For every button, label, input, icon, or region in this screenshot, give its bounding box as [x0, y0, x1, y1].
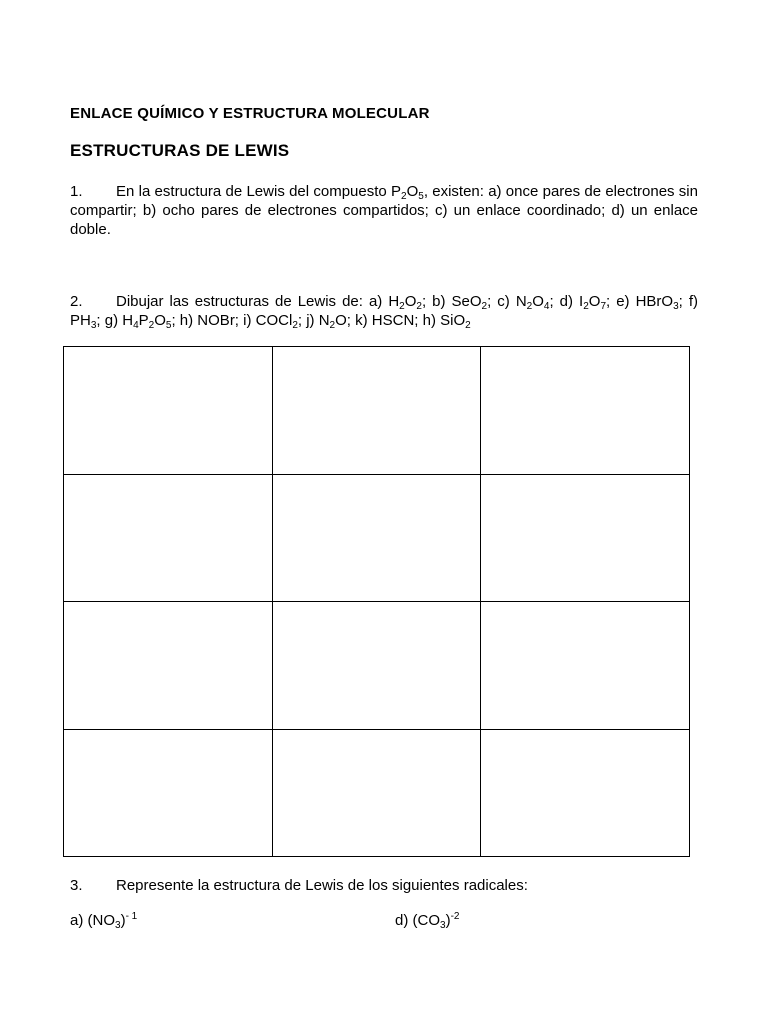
subscript: 5 — [165, 320, 172, 331]
radical-text: d) (CO — [395, 912, 440, 929]
subscript: 7 — [600, 301, 606, 312]
question-number: 3. — [70, 877, 83, 894]
question-1 — [70, 182, 698, 239]
superscript: - 1 — [125, 911, 138, 922]
answer-cell[interactable] — [272, 474, 481, 602]
answer-grid — [63, 346, 690, 857]
question-text: ; g) H — [96, 312, 134, 329]
grid-row — [64, 474, 690, 602]
radical-a — [70, 912, 137, 929]
answer-cell[interactable] — [64, 602, 273, 730]
question-text: O — [154, 312, 166, 329]
question-text: , existen: a) once pares de electrones sin compartir; b) ocho pares de electrones compartidos; c) un enlace coordinado; d) un enlace doble. — [70, 183, 698, 238]
question-text: ; b) SeO — [421, 293, 482, 310]
subscript: 2 — [481, 301, 488, 312]
answer-cell[interactable] — [272, 729, 481, 857]
subscript: 3 — [440, 920, 446, 931]
subscript: 2 — [401, 191, 407, 202]
grid-row — [64, 347, 690, 475]
subscript: 2 — [399, 301, 405, 312]
subscript: 3 — [115, 920, 121, 931]
subscript: 2 — [465, 320, 471, 331]
question-2 — [70, 292, 698, 330]
answer-cell[interactable] — [272, 347, 481, 475]
question-text: O — [406, 183, 419, 200]
question-text: O; k) HSCN; h) SiO — [335, 312, 466, 329]
answer-cell[interactable] — [64, 474, 273, 602]
answer-cell[interactable] — [272, 602, 481, 730]
question-text: O — [588, 293, 601, 310]
document-title: ENLACE QUÍMICO Y ESTRUCTURA MOLECULAR — [70, 105, 430, 122]
radical-d — [395, 912, 459, 929]
answer-cell[interactable] — [64, 347, 273, 475]
radical-text: ) — [120, 912, 126, 929]
question-text: Dibujar las estructuras de Lewis de: a) H — [116, 293, 400, 310]
subscript: 2 — [329, 320, 336, 331]
question-number: 1. — [70, 183, 83, 200]
question-text: Represente la estructura de Lewis de los siguientes radicales: — [116, 877, 528, 894]
question-text: ; h) NOBr; i) COCl — [171, 312, 293, 329]
subscript: 3 — [90, 320, 97, 331]
question-3 — [70, 876, 698, 895]
answer-cell[interactable] — [481, 474, 690, 602]
subscript: 4 — [543, 301, 550, 312]
question-text: O — [404, 293, 417, 310]
subscript: 2 — [292, 320, 298, 331]
answer-cell[interactable] — [481, 347, 690, 475]
radical-text: ) — [445, 912, 451, 929]
subscript: 2 — [148, 320, 155, 331]
question-text: P — [138, 312, 149, 329]
subscript: 2 — [583, 301, 589, 312]
subscript: 2 — [526, 301, 533, 312]
question-number: 2. — [70, 293, 83, 310]
question-text: ; j) N — [297, 312, 330, 329]
subscript: 2 — [416, 301, 422, 312]
subscript: 4 — [133, 320, 139, 331]
grid-row — [64, 729, 690, 857]
answer-cell[interactable] — [64, 729, 273, 857]
answer-cell[interactable] — [481, 729, 690, 857]
question-text: ; c) N — [487, 293, 527, 310]
question-text: O — [532, 293, 544, 310]
subscript: 3 — [673, 301, 679, 312]
radical-text: a) (NO — [70, 912, 115, 929]
question-text: ; e) HBrO — [606, 293, 674, 310]
question-text: En la estructura de Lewis del compuesto P — [116, 183, 402, 200]
question-text: ; d) I — [549, 293, 584, 310]
superscript: -2 — [450, 911, 460, 922]
answer-cell[interactable] — [481, 602, 690, 730]
section-title: ESTRUCTURAS DE LEWIS — [70, 141, 290, 160]
subscript: 5 — [418, 191, 424, 202]
question-text: ; f) PH — [70, 293, 699, 329]
grid-row — [64, 602, 690, 730]
